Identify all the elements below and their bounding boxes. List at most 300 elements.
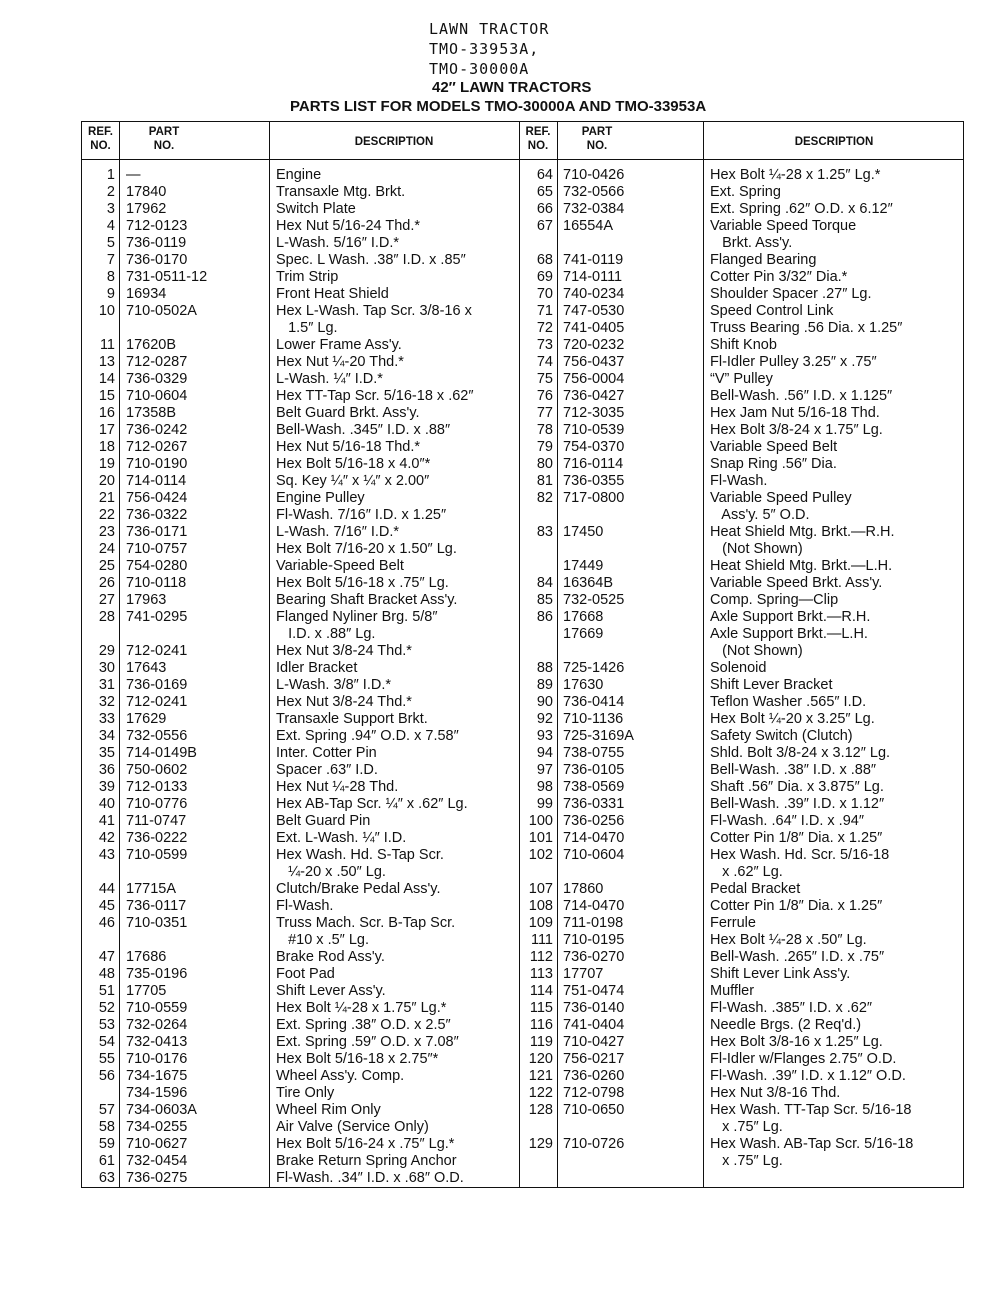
ref-number: 129 <box>528 1136 553 1152</box>
part-number: 734-0603A <box>126 1102 197 1118</box>
ref-number: 48 <box>98 966 115 982</box>
part-description: Sq. Key ¼″ x ¼″ x 2.00″ <box>276 473 430 489</box>
part-number: 741-0405 <box>563 320 625 336</box>
ref-number: 122 <box>528 1085 553 1101</box>
part-description: Hex TT-Tap Scr. 5/16-18 x .62″ <box>276 388 474 404</box>
ref-number: 45 <box>98 898 115 914</box>
part-number: 736-0256 <box>563 813 625 829</box>
part-number: 710-0502A <box>126 303 197 319</box>
table-row <box>82 1068 965 1085</box>
ref-number: 92 <box>536 711 553 727</box>
table-row <box>82 830 965 847</box>
part-description: Variable Speed Pulley <box>710 490 852 506</box>
ref-number: 71 <box>536 303 553 319</box>
part-description: Truss Bearing .56 Dia. x 1.25″ <box>710 320 903 336</box>
ref-number: 2 <box>106 184 115 200</box>
table-row <box>82 609 965 626</box>
part-number: 17450 <box>563 524 604 540</box>
ref-number: 44 <box>98 881 115 897</box>
ref-number: 20 <box>98 473 115 489</box>
part-description: Shift Knob <box>710 337 777 353</box>
table-row <box>82 1034 965 1051</box>
ref-number: 43 <box>98 847 115 863</box>
part-number: 736-0119 <box>126 235 187 251</box>
ref-number: 128 <box>528 1102 553 1118</box>
part-number: 736-0270 <box>563 949 625 965</box>
ref-number: 57 <box>98 1102 115 1118</box>
part-number: 717-0800 <box>563 490 625 506</box>
part-number: 736-0169 <box>126 677 188 693</box>
part-number: 736-0329 <box>126 371 188 387</box>
table-row <box>82 796 965 813</box>
part-number: 712-0123 <box>126 218 188 234</box>
part-description: Spacer .63″ I.D. <box>276 762 378 778</box>
part-description: Hex Nut 3/8-24 Thd.* <box>276 643 412 659</box>
part-description: Transaxle Mtg. Brkt. <box>276 184 406 200</box>
header-desc-right: DESCRIPTION <box>794 136 874 148</box>
part-description: Idler Bracket <box>276 660 358 676</box>
ref-number: 88 <box>536 660 553 676</box>
part-description: Ext. Spring .59″ O.D. x 7.08″ <box>276 1034 459 1050</box>
table-row <box>82 745 965 762</box>
ref-number: 7 <box>106 252 115 268</box>
ref-number: 120 <box>528 1051 553 1067</box>
part-description: Cotter Pin 1/8″ Dia. x 1.25″ <box>710 898 883 914</box>
part-number: 750-0602 <box>126 762 188 778</box>
ref-number: 5 <box>106 235 115 251</box>
header-part-left: PART NO. <box>148 126 180 152</box>
ref-number: 78 <box>536 422 553 438</box>
ref-number: 41 <box>98 813 115 829</box>
ref-number: 4 <box>106 218 115 234</box>
part-number: 741-0119 <box>563 252 624 268</box>
part-number: 712-0287 <box>126 354 188 370</box>
part-number: 710-0604 <box>563 847 625 863</box>
part-number: 17963 <box>126 592 167 608</box>
part-description: x .75″ Lg. <box>710 1153 783 1169</box>
ref-number: 14 <box>98 371 115 387</box>
part-number: 736-0414 <box>563 694 625 710</box>
part-number: 732-0264 <box>126 1017 188 1033</box>
part-description: Variable Speed Brkt. Ass'y. <box>710 575 883 591</box>
part-number: 712-3035 <box>563 405 625 421</box>
part-number: 736-0427 <box>563 388 625 404</box>
part-number: 736-0222 <box>126 830 188 846</box>
part-number: 720-0232 <box>563 337 625 353</box>
part-description: Foot Pad <box>276 966 335 982</box>
ref-number: 115 <box>529 1000 553 1016</box>
table-row <box>82 677 965 694</box>
part-number: 710-0427 <box>563 1034 625 1050</box>
table-row <box>82 626 965 643</box>
part-number: 17686 <box>126 949 167 965</box>
table-row <box>82 1119 965 1136</box>
part-number: 17962 <box>126 201 167 217</box>
part-number: 17860 <box>563 881 604 897</box>
part-number: 712-0241 <box>126 694 188 710</box>
table-row <box>82 694 965 711</box>
ref-number: 9 <box>106 286 115 302</box>
ref-number: 79 <box>536 439 553 455</box>
ref-number: 55 <box>98 1051 115 1067</box>
part-description: Comp. Spring—Clip <box>710 592 839 608</box>
part-number: 17629 <box>126 711 167 727</box>
part-description: “V” Pulley <box>710 371 773 387</box>
part-description: Shld. Bolt 3/8-24 x 3.12″ Lg. <box>710 745 891 761</box>
ref-number: 26 <box>98 575 115 591</box>
part-number: 741-0295 <box>126 609 188 625</box>
part-number: 736-0322 <box>126 507 188 523</box>
table-row <box>82 915 965 932</box>
part-number: 714-0111 <box>563 269 623 285</box>
part-number: 714-0470 <box>563 830 625 846</box>
part-number: 710-0604 <box>126 388 188 404</box>
part-description: Hex Nut 3/8-24 Thd.* <box>276 694 412 710</box>
part-description: Ass'y. 5″ O.D. <box>710 507 810 523</box>
ref-number: 59 <box>98 1136 115 1152</box>
ref-number: 97 <box>536 762 553 778</box>
part-description: Fl-Wash. <box>276 898 334 914</box>
part-number: 710-0627 <box>126 1136 188 1152</box>
part-description: Heat Shield Mtg. Brkt.—L.H. <box>710 558 893 574</box>
ref-number: 17 <box>98 422 115 438</box>
ref-number: 58 <box>98 1119 115 1135</box>
table-row <box>82 643 965 660</box>
part-description: Spec. L Wash. .38″ I.D. x .85″ <box>276 252 466 268</box>
part-number: 732-0556 <box>126 728 188 744</box>
ref-number: 114 <box>529 983 553 999</box>
part-description: Hex Nut ¼-28 Thd. <box>276 779 399 795</box>
ref-number: 66 <box>536 201 553 217</box>
ref-number: 51 <box>98 983 115 999</box>
ref-number: 24 <box>98 541 115 557</box>
table-row <box>82 881 965 898</box>
part-description: Cotter Pin 1/8″ Dia. x 1.25″ <box>710 830 883 846</box>
part-description: Bell-Wash. .345″ I.D. x .88″ <box>276 422 451 438</box>
table-row <box>82 422 965 439</box>
part-description: Hex Nut 5/16-18 Thd.* <box>276 439 421 455</box>
part-description: Fl-Idler w/Flanges 2.75″ O.D. <box>710 1051 897 1067</box>
part-description: Axle Support Brkt.—L.H. <box>710 626 868 642</box>
part-description: Brake Rod Ass'y. <box>276 949 385 965</box>
ref-number: 22 <box>98 507 115 523</box>
table-row <box>82 405 965 422</box>
part-description: Fl-Wash. .34″ I.D. x .68″ O.D. <box>276 1170 464 1186</box>
part-description: Brake Return Spring Anchor <box>276 1153 457 1169</box>
ref-number: 23 <box>98 524 115 540</box>
part-description: Shift Lever Link Ass'y. <box>710 966 851 982</box>
part-number: 756-0424 <box>126 490 188 506</box>
part-description: I.D. x .88″ Lg. <box>276 626 376 642</box>
part-description: Fl-Wash. 7/16″ I.D. x 1.25″ <box>276 507 447 523</box>
part-number: 736-0275 <box>126 1170 188 1186</box>
part-number: 710-1136 <box>563 711 624 727</box>
part-description: Shoulder Spacer .27″ Lg. <box>710 286 872 302</box>
part-number: 747-0530 <box>563 303 625 319</box>
part-description: ¼-20 x .50″ Lg. <box>276 864 386 880</box>
part-number: 756-0217 <box>563 1051 625 1067</box>
part-description: Engine <box>276 167 322 183</box>
part-number: 756-0437 <box>563 354 625 370</box>
part-number: 17630 <box>563 677 604 693</box>
ref-number: 33 <box>98 711 115 727</box>
title-line-3: TMO-30000A <box>429 60 530 78</box>
part-description: Muffler <box>710 983 755 999</box>
part-description: L-Wash. 7/16″ I.D.* <box>276 524 400 540</box>
part-description: L-Wash. ¼″ I.D.* <box>276 371 383 387</box>
table-row <box>82 286 965 303</box>
table-row <box>82 507 965 524</box>
ref-number: 100 <box>528 813 553 829</box>
part-number: 716-0114 <box>563 456 624 472</box>
part-description: Hex Bolt 5/16-18 x 4.0″* <box>276 456 431 472</box>
header-divider <box>82 159 963 160</box>
part-description: Switch Plate <box>276 201 356 217</box>
part-description: 1.5″ Lg. <box>276 320 338 336</box>
ref-number: 112 <box>529 949 553 965</box>
ref-number: 18 <box>98 439 115 455</box>
part-description: Belt Guard Pin <box>276 813 371 829</box>
part-description: Fl-Wash. .39″ I.D. x 1.12″ O.D. <box>710 1068 906 1084</box>
part-description: Safety Switch (Clutch) <box>710 728 853 744</box>
part-description: Hex Nut ¼-20 Thd.* <box>276 354 404 370</box>
part-description: Transaxle Support Brkt. <box>276 711 428 727</box>
part-number: 710-0599 <box>126 847 188 863</box>
ref-number: 65 <box>536 184 553 200</box>
part-number: 732-0413 <box>126 1034 188 1050</box>
part-number: 732-0525 <box>563 592 625 608</box>
ref-number: 73 <box>536 337 553 353</box>
ref-number: 86 <box>536 609 553 625</box>
ref-number: 80 <box>536 456 553 472</box>
ref-number: 101 <box>528 830 553 846</box>
part-description: Bell-Wash. .56″ I.D. x 1.125″ <box>710 388 893 404</box>
part-description: Variable Speed Torque <box>710 218 857 234</box>
ref-number: 76 <box>536 388 553 404</box>
part-number: 734-0255 <box>126 1119 188 1135</box>
part-description: Fl-Wash. .64″ I.D. x .94″ <box>710 813 864 829</box>
header-ref-left: REF. NO. <box>88 126 113 152</box>
part-description: Hex Wash. Hd. Scr. 5/16-18 <box>710 847 890 863</box>
ref-number: 28 <box>98 609 115 625</box>
part-description: Flanged Nyliner Brg. 5/8″ <box>276 609 438 625</box>
table-row <box>82 218 965 235</box>
table-row <box>82 983 965 1000</box>
part-number: 725-1426 <box>563 660 625 676</box>
part-number: 710-0190 <box>126 456 188 472</box>
part-description: Hex Bolt ¼-28 x 1.75″ Lg.* <box>276 1000 447 1016</box>
ref-number: 85 <box>536 592 553 608</box>
part-description: Fl-Idler Pulley 3.25″ x .75″ <box>710 354 877 370</box>
part-number: 710-0559 <box>126 1000 188 1016</box>
part-number: 732-0454 <box>126 1153 188 1169</box>
part-number: 734-1596 <box>126 1085 188 1101</box>
part-description: L-Wash. 3/8″ I.D.* <box>276 677 391 693</box>
part-number: 17668 <box>563 609 604 625</box>
ref-number: 81 <box>536 473 553 489</box>
part-number: 17840 <box>126 184 167 200</box>
part-number: 712-0241 <box>126 643 188 659</box>
ref-number: 1 <box>106 167 115 183</box>
table-row <box>82 847 965 864</box>
part-description: Pedal Bracket <box>710 881 801 897</box>
ref-number: 107 <box>528 881 553 897</box>
table-row <box>82 660 965 677</box>
part-description: Hex Wash. AB-Tap Scr. 5/16-18 <box>710 1136 914 1152</box>
ref-number: 61 <box>98 1153 115 1169</box>
part-number: 731-0511-12 <box>126 269 208 285</box>
title-line-2: TMO-33953A, <box>429 40 540 58</box>
table-row <box>82 388 965 405</box>
table-row <box>82 1051 965 1068</box>
part-number: 711-0747 <box>126 813 187 829</box>
part-description: Cotter Pin 3/32″ Dia.* <box>710 269 848 285</box>
part-number: 735-0196 <box>126 966 188 982</box>
table-row <box>82 1085 965 1102</box>
ref-number: 68 <box>536 252 553 268</box>
part-number: 710-0195 <box>563 932 625 948</box>
table-row <box>82 558 965 575</box>
part-description: Variable-Speed Belt <box>276 558 404 574</box>
part-description: Solenoid <box>710 660 767 676</box>
table-row <box>82 303 965 320</box>
part-description: Shift Lever Ass'y. <box>276 983 386 999</box>
ref-number: 56 <box>98 1068 115 1084</box>
part-number: 710-0539 <box>563 422 625 438</box>
part-description: Bearing Shaft Bracket Ass'y. <box>276 592 458 608</box>
ref-number: 82 <box>536 490 553 506</box>
ref-number: 10 <box>98 303 115 319</box>
part-description: #10 x .5″ Lg. <box>276 932 369 948</box>
ref-number: 19 <box>98 456 115 472</box>
part-number: 736-0242 <box>126 422 188 438</box>
part-number: 17715A <box>126 881 176 897</box>
part-number: 710-0118 <box>126 575 187 591</box>
table-row <box>82 541 965 558</box>
ref-number: 102 <box>528 847 553 863</box>
table-row <box>82 269 965 286</box>
ref-number: 63 <box>98 1170 115 1186</box>
part-number: 738-0755 <box>563 745 625 761</box>
part-description: Hex Bolt ¼-28 x .50″ Lg. <box>710 932 867 948</box>
ref-number: 42 <box>98 830 115 846</box>
ref-number: 90 <box>536 694 553 710</box>
table-row <box>82 1136 965 1153</box>
part-number: 710-0757 <box>126 541 188 557</box>
ref-number: 111 <box>530 932 553 948</box>
part-description: Inter. Cotter Pin <box>276 745 377 761</box>
part-description: Hex Bolt 5/16-18 x 2.75″* <box>276 1051 439 1067</box>
part-number: 754-0370 <box>563 439 625 455</box>
table-row <box>82 201 965 218</box>
ref-number: 69 <box>536 269 553 285</box>
part-number: 17358B <box>126 405 176 421</box>
part-number: 710-0726 <box>563 1136 625 1152</box>
ref-number: 53 <box>98 1017 115 1033</box>
table-row <box>82 354 965 371</box>
part-description: Trim Strip <box>276 269 339 285</box>
ref-number: 15 <box>98 388 115 404</box>
part-number: 710-0176 <box>126 1051 188 1067</box>
table-row <box>82 456 965 473</box>
header-part-right: PART NO. <box>581 126 613 152</box>
part-description: Bell-Wash. .39″ I.D. x 1.12″ <box>710 796 885 812</box>
ref-number: 31 <box>98 677 115 693</box>
part-number: 710-0776 <box>126 796 188 812</box>
part-description: Tire Only <box>276 1085 335 1101</box>
ref-number: 121 <box>528 1068 553 1084</box>
part-description: x .75″ Lg. <box>710 1119 783 1135</box>
part-number: 725-3169A <box>563 728 634 744</box>
part-description: Variable Speed Belt <box>710 439 838 455</box>
table-row <box>82 1000 965 1017</box>
part-number: 738-0569 <box>563 779 625 795</box>
ref-number: 29 <box>98 643 115 659</box>
part-description: Ext. Spring .38″ O.D. x 2.5″ <box>276 1017 451 1033</box>
table-row <box>82 592 965 609</box>
part-description: Front Heat Shield <box>276 286 389 302</box>
part-number: 17643 <box>126 660 167 676</box>
table-row <box>82 1170 965 1187</box>
part-number: — <box>126 167 141 183</box>
ref-number: 116 <box>529 1017 553 1033</box>
table-row <box>82 1017 965 1034</box>
part-description: (Not Shown) <box>710 643 803 659</box>
ref-number: 11 <box>99 337 115 353</box>
ref-number: 84 <box>536 575 553 591</box>
part-number: 736-0140 <box>563 1000 625 1016</box>
ref-number: 89 <box>536 677 553 693</box>
parts-rows <box>82 167 965 1187</box>
part-number: 714-0114 <box>126 473 187 489</box>
ref-number: 39 <box>98 779 115 795</box>
table-row <box>82 898 965 915</box>
part-description: Bell-Wash. .38″ I.D. x .88″ <box>710 762 877 778</box>
part-description: Ext. Spring .62″ O.D. x 6.12″ <box>710 201 893 217</box>
table-row <box>82 813 965 830</box>
ref-number: 25 <box>98 558 115 574</box>
part-description: Heat Shield Mtg. Brkt.—R.H. <box>710 524 895 540</box>
ref-number: 34 <box>98 728 115 744</box>
part-description: Hex Bolt 5/16-18 x .75″ Lg. <box>276 575 449 591</box>
ref-number: 8 <box>106 269 115 285</box>
part-description: L-Wash. 5/16″ I.D.* <box>276 235 400 251</box>
part-description: Fl-Wash. .385″ I.D. x .62″ <box>710 1000 873 1016</box>
part-description: Hex Bolt 3/8-24 x 1.75″ Lg. <box>710 422 883 438</box>
part-description: Snap Ring .56″ Dia. <box>710 456 837 472</box>
part-number: 17620B <box>126 337 176 353</box>
part-description: Hex Bolt 7/16-20 x 1.50″ Lg. <box>276 541 457 557</box>
table-row <box>82 728 965 745</box>
part-number: 736-0117 <box>126 898 187 914</box>
part-number: 736-0171 <box>126 524 188 540</box>
header-desc-left: DESCRIPTION <box>354 136 434 148</box>
part-description: Wheel Rim Only <box>276 1102 381 1118</box>
parts-table <box>81 121 964 1188</box>
part-description: Belt Guard Brkt. Ass'y. <box>276 405 420 421</box>
part-number: 740-0234 <box>563 286 625 302</box>
part-description: Wheel Ass'y. Comp. <box>276 1068 405 1084</box>
part-number: 751-0474 <box>563 983 625 999</box>
ref-number: 40 <box>98 796 115 812</box>
ref-number: 36 <box>98 762 115 778</box>
ref-number: 52 <box>98 1000 115 1016</box>
part-number: 736-0105 <box>563 762 625 778</box>
part-number: 736-0170 <box>126 252 188 268</box>
ref-number: 13 <box>98 354 115 370</box>
ref-number: 93 <box>536 728 553 744</box>
ref-number: 77 <box>536 405 553 421</box>
